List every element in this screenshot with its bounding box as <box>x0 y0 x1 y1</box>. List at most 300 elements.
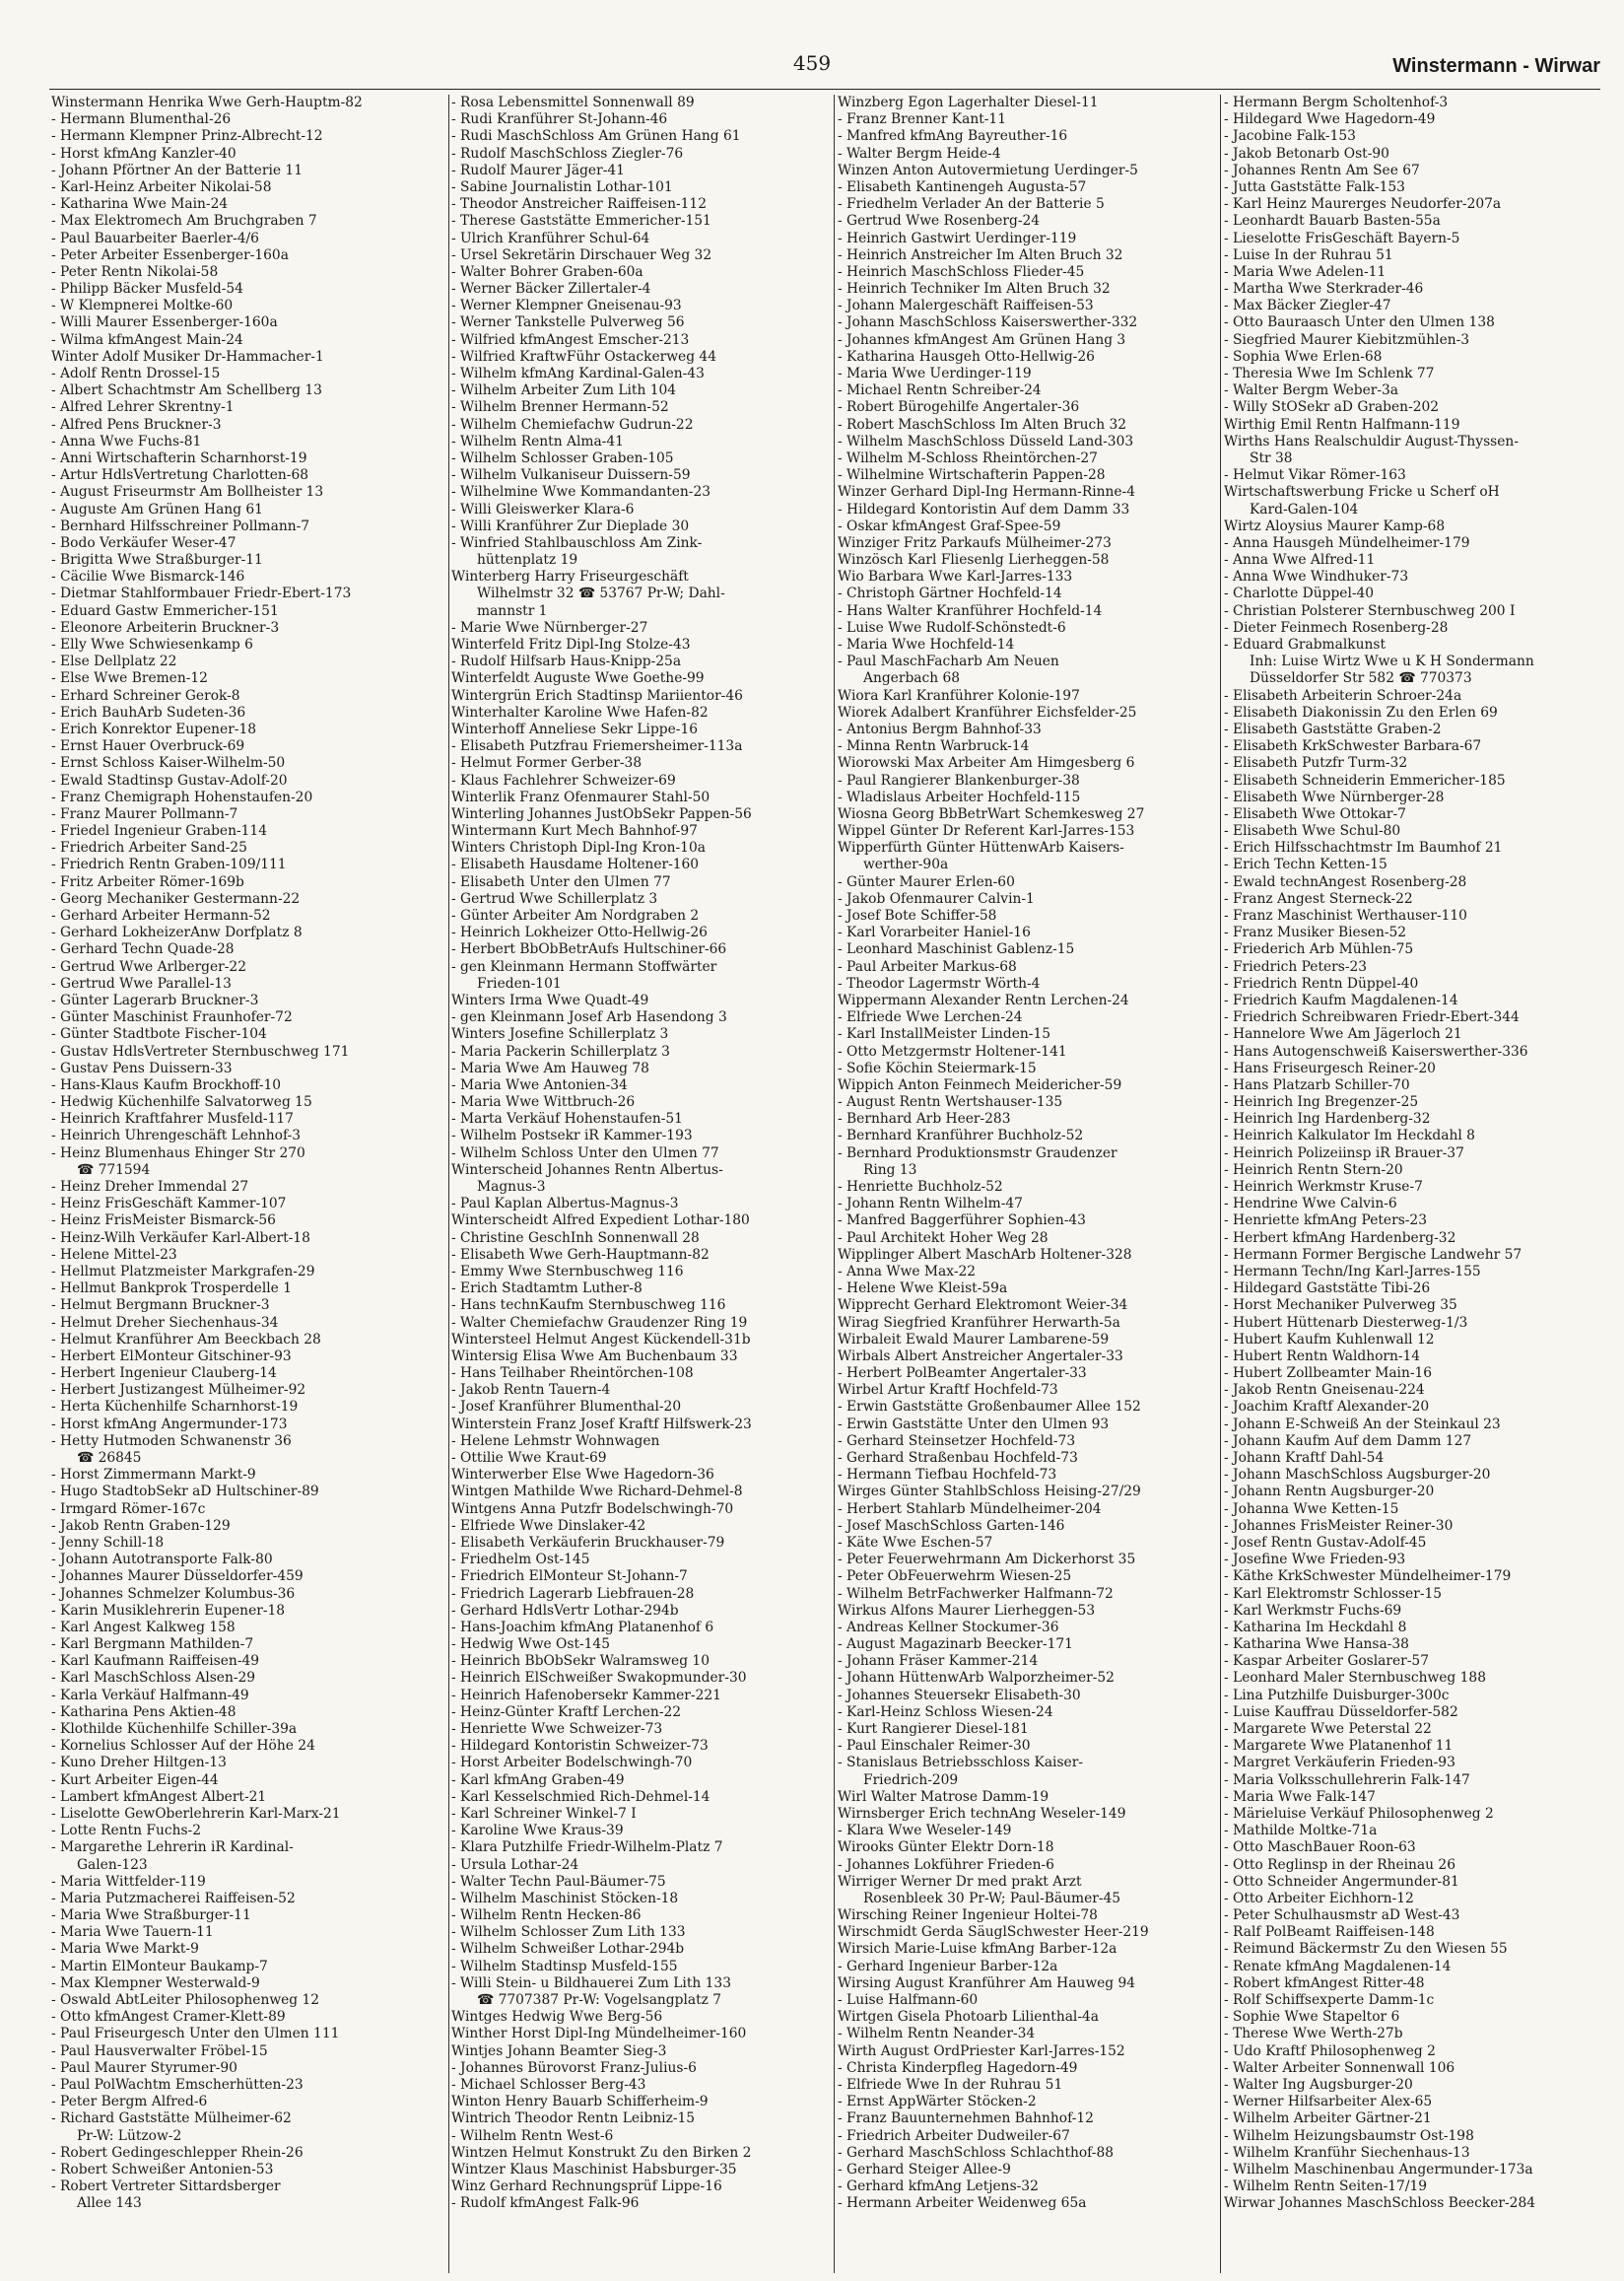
directory-entry: - Otto Schneider Angermunder-81 <box>1224 1873 1459 1890</box>
directory-entry: - Hermann Former Bergische Landwehr 57 <box>1224 1246 1522 1263</box>
directory-entry: - Cäcilie Wwe Bismarck-146 <box>51 569 245 586</box>
directory-entry: - Johann MaschSchloss Kaiserswerther-332 <box>838 314 1138 331</box>
directory-entry: Wirsching Reiner Ingenieur Holtei-78 <box>838 1907 1098 1924</box>
directory-entry: - Oskar kfmAngest Graf-Spee-59 <box>838 518 1061 534</box>
directory-entry: - Heinrich BbObSekr Walramsweg 10 <box>451 1653 710 1670</box>
directory-entry: - Klaus Fachlehrer Schweizer-69 <box>451 772 676 789</box>
directory-entry: - August Magazinarb Beecker-171 <box>838 1636 1073 1653</box>
column-4 <box>1224 95 1616 2273</box>
directory-entry: - Paul Arbeiter Markus-68 <box>838 958 1017 975</box>
directory-entry: - Herbert kfmAng Hardenberg-32 <box>1224 1229 1456 1246</box>
directory-entry: - Paul Rangierer Blankenburger-38 <box>838 772 1080 789</box>
directory-entry: Wirbel Artur Kraftf Hochfeld-73 <box>838 1382 1058 1399</box>
directory-entry: - Anna Wwe Max-22 <box>838 1263 977 1279</box>
directory-entry: - Hans Autogenschweiß Kaiserswerther-336 <box>1224 1043 1528 1060</box>
directory-entry: Winterling Johannes JustObSekr Pappen-56 <box>451 805 752 822</box>
directory-entry: Wiora Karl Kranführer Kolonie-197 <box>838 687 1080 704</box>
directory-entry: - Anna Hausgeh Mündelheimer-179 <box>1224 534 1470 551</box>
directory-entry: - Eleonore Arbeiterin Bruckner-3 <box>51 619 280 636</box>
directory-entry: - Hans Platzarb Schiller-70 <box>1224 1076 1410 1093</box>
directory-entry: - Ewald technAngest Rosenberg-28 <box>1224 873 1467 890</box>
directory-entry: - Franz Angest Sterneck-22 <box>1224 890 1413 907</box>
directory-entry: - Herbert Justizangest Mülheimer-92 <box>51 1382 306 1399</box>
directory-entry: - Hans Friseurgesch Reiner-20 <box>1224 1060 1436 1076</box>
directory-entry: - Heinrich Anstreicher Im Alten Bruch 32 <box>838 246 1123 263</box>
directory-entry: Wirsich Marie-Luise kfmAng Barber-12a <box>838 1941 1117 1958</box>
directory-entry: - Franz Maschinist Werthauser-110 <box>1224 908 1467 924</box>
directory-entry: - Heinrich ElSchweißer Swakopmunder-30 <box>451 1670 747 1687</box>
directory-entry: - Anna Wwe Windhuker-73 <box>1224 569 1409 586</box>
directory-entry: - Heinz FrisMeister Bismarck-56 <box>51 1212 276 1229</box>
directory-entry: - Käthe KrkSchwester Mündelheimer-179 <box>1224 1568 1512 1585</box>
directory-entry: - Paul Hausverwalter Fröbel-15 <box>51 2042 268 2059</box>
directory-entry: - Johann Rentn Wilhelm-47 <box>838 1196 1023 1212</box>
directory-entry: - Willi Gleiswerker Klara-6 <box>451 501 635 518</box>
directory-entry: Rosenbleek 30 Pr-W; Paul-Bäumer-45 <box>863 1890 1121 1906</box>
directory-entry: - Rudolf Maurer Jäger-41 <box>451 162 625 178</box>
directory-entry: Winstermann Henrika Wwe Gerh-Hauptm-82 <box>51 95 363 110</box>
directory-entry: - Gertrud Wwe Arlberger-22 <box>51 958 246 975</box>
directory-entry: - Elisabeth Hausdame Holtener-160 <box>451 857 700 873</box>
directory-entry: - Elisabeth Putzfrau Friemersheimer-113a <box>451 738 743 755</box>
directory-entry: - Johannes kfmAngest Am Grünen Hang 3 <box>838 331 1126 348</box>
directory-entry: - Hannelore Wwe Am Jägerloch 21 <box>1224 1026 1462 1043</box>
directory-entry: - Elisabeth Wwe Nürnberger-28 <box>1224 789 1445 805</box>
directory-entry: - Heinrich Gastwirt Uerdinger-119 <box>838 230 1077 246</box>
directory-entry: - Johann Kraftf Dahl-54 <box>1224 1450 1385 1466</box>
directory-entry: - Renate kfmAng Magdalenen-14 <box>1224 1958 1452 1974</box>
directory-entry: - Winfried Stahlbauschloss Am Zink- <box>451 534 703 551</box>
directory-entry: Winzberg Egon Lagerhalter Diesel-11 <box>838 95 1099 110</box>
directory-entry: - Helene Wwe Kleist-59a <box>838 1280 1008 1297</box>
directory-entry: - Paul Bauarbeiter Baerler-4/6 <box>51 230 259 246</box>
directory-entry: - Alfred Pens Bruckner-3 <box>51 416 222 433</box>
directory-entry: Inh: Luise Wirtz Wwe u K H Sondermann <box>1250 654 1534 670</box>
directory-entry: - Paul PolWachtm Emscherhütten-23 <box>51 2076 304 2093</box>
directory-entry: - Katharina Hausgeh Otto-Hellwig-26 <box>838 348 1095 365</box>
directory-entry: - Hans technKaufm Sternbuschweg 116 <box>451 1297 726 1314</box>
directory-entry: - Hedwig Küchenhilfe Salvatorweg 15 <box>51 1094 312 1111</box>
directory-entry: - Ernst AppWärter Stöcken-2 <box>838 2094 1037 2110</box>
directory-entry: - Minna Rentn Warbruck-14 <box>838 738 1030 755</box>
directory-entry: - Otto Arbeiter Eichhorn-12 <box>1224 1890 1414 1906</box>
directory-entry: - Wilhelm Rentn Neander-34 <box>838 2026 1036 2042</box>
directory-entry: - Rudolf Hilfsarb Haus-Knipp-25a <box>451 654 682 670</box>
directory-entry: - Willy StOSekr aD Graben-202 <box>1224 399 1440 416</box>
directory-entry: - Elisabeth Unter den Ulmen 77 <box>451 873 671 890</box>
directory-entry: Winterhoff Anneliese Sekr Lippe-16 <box>451 721 699 737</box>
directory-entry: Wirschmidt Gerda SäuglSchwester Heer-219 <box>838 1924 1149 1941</box>
directory-entry: - Charlotte Düppel-40 <box>1224 586 1375 602</box>
directory-entry: Wipprecht Gerhard Elektromont Weier-34 <box>838 1297 1128 1314</box>
column-1 <box>51 95 443 2273</box>
directory-entry: - Friederich Arb Mühlen-75 <box>1224 941 1414 958</box>
directory-entry: - Wilhelm kfmAng Kardinal-Galen-43 <box>451 366 705 381</box>
directory-entry: - Luise Kauffrau Düsseldorfer-582 <box>1224 1703 1458 1720</box>
directory-entry: - Leonhardt Bauarb Basten-55a <box>1224 213 1441 230</box>
directory-entry: - Hugo StadtobSekr aD Hultschiner-89 <box>51 1484 319 1500</box>
directory-entry: - Wilhelm Schloss Unter den Ulmen 77 <box>451 1144 719 1161</box>
directory-entry: - Bernhard Hilfsschreiner Pollmann-7 <box>51 518 310 534</box>
directory-entry: - Helmut Bergmann Bruckner-3 <box>51 1297 270 1314</box>
directory-entry: - Luise In der Ruhrau 51 <box>1224 246 1393 263</box>
directory-entry: - Franz Brenner Kant-11 <box>838 111 1006 128</box>
directory-entry: - Karl Elektromstr Schlosser-15 <box>1224 1585 1443 1602</box>
directory-entry: - Karl InstallMeister Linden-15 <box>838 1026 1051 1043</box>
directory-entry: - Wilhelm Schlosser Graben-105 <box>451 449 674 466</box>
directory-entry: - Robert Gedingeschlepper Rhein-26 <box>51 2144 304 2161</box>
directory-entry: - Margarete Wwe Platanenhof 11 <box>1224 1738 1454 1755</box>
directory-entry: - Johann HüttenwArb Walporzheimer-52 <box>838 1670 1115 1687</box>
directory-entry: - Elisabeth Gaststätte Graben-2 <box>1224 721 1442 737</box>
directory-entry: - Maria Packerin Schillerplatz 3 <box>451 1043 670 1060</box>
directory-entry: Winzer Gerhard Dipl-Ing Hermann-Rinne-4 <box>838 484 1136 501</box>
directory-entry: ☎ 26845 <box>77 1450 142 1466</box>
directory-entry: - August Rentn Wertshauser-135 <box>838 1094 1063 1111</box>
directory-entry: hüttenplatz 19 <box>477 552 578 569</box>
directory-entry: Wintges Hedwig Wwe Berg-56 <box>451 2009 663 2026</box>
directory-entry: - Katharina Im Heckdahl 8 <box>1224 1619 1407 1635</box>
directory-entry: - Erich Stadtamtm Luther-8 <box>451 1280 643 1297</box>
directory-entry: - Heinrich Polizeiinsp iR Brauer-37 <box>1224 1144 1464 1161</box>
directory-entry: - Margret Verkäuferin Frieden-93 <box>1224 1755 1455 1771</box>
directory-entry: - Robert Bürogehilfe Angertaler-36 <box>838 399 1080 416</box>
directory-entry: - Ursel Sekretärin Dirschauer Weg 32 <box>451 246 712 263</box>
directory-entry: - Paul Maurer Styrumer-90 <box>51 2059 237 2076</box>
directory-entry: - Ursula Lothar-24 <box>451 1856 579 1873</box>
directory-entry: - Eduard Gastw Emmericher-151 <box>51 602 279 619</box>
directory-entry: - Johann Fräser Kammer-214 <box>838 1653 1039 1670</box>
directory-entry: - Lieselotte FrisGeschäft Bayern-5 <box>1224 230 1460 246</box>
directory-entry: - Willi Stein- u Bildhauerei Zum Lith 133 <box>451 1974 731 1991</box>
directory-entry: - Jakob Rentn Tauern-4 <box>451 1382 611 1399</box>
directory-entry: - Otto Reglinsp in der Rheinau 26 <box>1224 1856 1455 1873</box>
directory-entry: - Christa Kinderpfleg Hagedorn-49 <box>838 2059 1078 2076</box>
directory-entry: - Elfriede Wwe Dinslaker-42 <box>451 1517 646 1534</box>
directory-entry: - Kurt Rangierer Diesel-181 <box>838 1721 1029 1737</box>
directory-entry: - Katharina Wwe Main-24 <box>51 196 229 213</box>
directory-entry: - Jacobine Falk-153 <box>1224 128 1356 145</box>
directory-entry: werther-90a <box>863 857 949 873</box>
directory-entry: - Elisabeth Arbeiterin Schroer-24a <box>1224 687 1462 704</box>
directory-entry: - Wilhelm Rentn Seiten-17/19 <box>1224 2178 1428 2195</box>
directory-entry: - Johanna Wwe Ketten-15 <box>1224 1500 1399 1517</box>
directory-entry: - Herbert PolBeamter Angertaler-33 <box>838 1365 1087 1382</box>
directory-entry: - Heinrich Kalkulator Im Heckdahl 8 <box>1224 1128 1475 1144</box>
directory-entry: - August Friseurmstr Am Bollheister 13 <box>51 484 324 501</box>
directory-entry: - Friedrich Rentn Düppel-40 <box>1224 975 1419 992</box>
directory-entry: - Horst Arbeiter Bodelschwingh-70 <box>451 1755 693 1771</box>
directory-entry: Wirkus Alfons Maurer Lierheggen-53 <box>838 1602 1096 1619</box>
directory-entry: - Heinrich Werkmstr Kruse-7 <box>1224 1179 1423 1195</box>
directory-entry: Friedrich-209 <box>863 1771 959 1788</box>
directory-entry: - Werner Bäcker Zillertaler-4 <box>451 281 651 298</box>
directory-entry: - Richard Gaststätte Mülheimer-62 <box>51 2110 292 2127</box>
directory-entry: Magnus-3 <box>477 1179 546 1195</box>
directory-entry: - Johannes Steuersekr Elisabeth-30 <box>838 1687 1081 1703</box>
directory-entry: Wintzer Klaus Maschinist Habsburger-35 <box>451 2161 737 2177</box>
directory-entry: - Friedrich Rentn Graben-109/111 <box>51 857 287 873</box>
directory-entry: Wintersig Elisa Wwe Am Buchenbaum 33 <box>451 1348 738 1364</box>
directory-entry: - Sabine Journalistin Lothar-101 <box>451 178 673 195</box>
directory-entry: Wirbaleit Ewald Maurer Lambarene-59 <box>838 1331 1110 1348</box>
directory-entry: - Wilma kfmAngest Main-24 <box>51 331 243 348</box>
directory-entry: Wippel Günter Dr Referent Karl-Jarres-153 <box>838 823 1135 840</box>
directory-entry: - Christine GeschInh Sonnenwall 28 <box>451 1229 700 1246</box>
directory-entry: - Wilhelm Chemiefachw Gudrun-22 <box>451 416 694 433</box>
directory-entry: Wintrich Theodor Rentn Leibniz-15 <box>451 2110 696 2127</box>
directory-entry: Winzösch Karl Fliesenlg Lierheggen-58 <box>838 552 1110 569</box>
directory-entry: - Leonhard Maschinist Gablenz-15 <box>838 941 1075 958</box>
directory-entry: - Franz Maurer Pollmann-7 <box>51 805 238 822</box>
directory-entry: - Jakob Rentn Graben-129 <box>51 1517 231 1534</box>
directory-entry: - Stanislaus Betriebsschloss Kaiser- <box>838 1755 1083 1771</box>
directory-entry: - Theresia Wwe Im Schlenk 77 <box>1224 366 1435 381</box>
directory-entry: - Lotte Rentn Fuchs-2 <box>51 1823 202 1839</box>
directory-entry: - Gerhard Steinsetzer Hochfeld-73 <box>838 1432 1076 1449</box>
directory-entry: - Karla Verkäuf Halfmann-49 <box>51 1687 249 1703</box>
directory-entry: - Hermann Klempner Prinz-Albrecht-12 <box>51 128 323 145</box>
directory-entry: - Marta Verkäuf Hohenstaufen-51 <box>451 1111 683 1128</box>
directory-entry: Wirooks Günter Elektr Dorn-18 <box>838 1839 1054 1856</box>
directory-entry: - Rudi MaschSchloss Am Grünen Hang 61 <box>451 128 741 145</box>
directory-entry: - Joachim Kraftf Alexander-20 <box>1224 1399 1430 1416</box>
directory-entry: - Albert Schachtmstr Am Schellberg 13 <box>51 382 322 399</box>
column-divider <box>1220 95 1221 2273</box>
directory-entry: - Johann Pförtner An der Batterie 11 <box>51 162 303 178</box>
directory-entry: Wintersteel Helmut Angest Kückendell-31b <box>451 1331 751 1348</box>
directory-entry: - Elfriede Wwe In der Ruhrau 51 <box>838 2076 1063 2093</box>
directory-entry: - Hans-Klaus Kaufm Brockhoff-10 <box>51 1076 282 1093</box>
directory-entry: Wirges Günter StahlbSchloss Heising-27/29 <box>838 1484 1141 1500</box>
directory-entry: - Hermann Tiefbau Hochfeld-73 <box>838 1467 1057 1484</box>
directory-entry: - Heinrich Ing Bregenzer-25 <box>1224 1094 1419 1111</box>
directory-entry: Wirthig Emil Rentn Halfmann-119 <box>1224 416 1460 433</box>
directory-entry: - Paul Kaplan Albertus-Magnus-3 <box>451 1196 679 1212</box>
directory-entry: - Auguste Am Grünen Hang 61 <box>51 501 263 518</box>
directory-entry: - Karl-Heinz Schloss Wiesen-24 <box>838 1703 1053 1720</box>
directory-entry: - Artur HdlsVertretung Charlotten-68 <box>51 467 309 484</box>
directory-entry: - Hermann Techn/Ing Karl-Jarres-155 <box>1224 1263 1481 1279</box>
directory-entry: Galen-123 <box>77 1856 148 1873</box>
directory-entry: - Hildegard Gaststätte Tibi-26 <box>1224 1280 1431 1297</box>
directory-entry: - Johannes Rentn Am See 67 <box>1224 162 1420 178</box>
directory-entry: - Leonhard Maler Sternbuschweg 188 <box>1224 1670 1486 1687</box>
directory-entry: Wiorek Adalbert Kranführer Eichsfelder-25 <box>838 704 1137 721</box>
directory-entry: - Käte Wwe Eschen-57 <box>838 1534 993 1551</box>
directory-entry: - Wilhelm Maschinenbau Angermunder-173a <box>1224 2161 1533 2177</box>
directory-entry: - Georg Mechaniker Gestermann-22 <box>51 890 301 907</box>
directory-entry: - Herta Küchenhilfe Scharnhorst-19 <box>51 1399 299 1416</box>
directory-entry: - Peter Bergm Alfred-6 <box>51 2094 208 2110</box>
directory-entry: - Herbert Stahlarb Mündelheimer-204 <box>838 1500 1102 1517</box>
directory-entry: - Karl Angest Kalkweg 158 <box>51 1619 236 1635</box>
directory-entry: Wirths Hans Realschuldir August-Thyssen- <box>1224 433 1519 449</box>
directory-entry: - Manfred kfmAng Bayreuther-16 <box>838 128 1068 145</box>
directory-entry: Winterwerber Else Wwe Hagedorn-36 <box>451 1467 714 1484</box>
directory-entry: - Jutta Gaststätte Falk-153 <box>1224 178 1405 195</box>
directory-entry: Winterberg Harry Friseurgeschäft <box>451 569 689 586</box>
directory-entry: - Erich BauhArb Sudeten-36 <box>51 704 246 721</box>
directory-entry: - Maria Wwe Straßburger-11 <box>51 1907 251 1924</box>
directory-entry: - Maria Putzmacherei Raiffeisen-52 <box>51 1890 296 1906</box>
directory-entry: - Wilhelm Brenner Hermann-52 <box>451 399 669 416</box>
directory-entry: - gen Kleinmann Josef Arb Hasendong 3 <box>451 1009 727 1026</box>
directory-entry: - Karl Bergmann Mathilden-7 <box>51 1636 254 1653</box>
directory-entry: - Gerhard HdlsVertr Lothar-294b <box>451 1602 679 1619</box>
directory-entry: - Emmy Wwe Sternbuschweg 116 <box>451 1263 684 1279</box>
directory-entry: - Robert Vertreter Sittardsberger <box>51 2178 281 2195</box>
directory-entry: - Gerhard Steiger Allee-9 <box>838 2161 1011 2177</box>
directory-entry: - Paul Architekt Hoher Weg 28 <box>838 1229 1049 1246</box>
directory-entry: - Liselotte GewOberlehrerin Karl-Marx-21 <box>51 1805 341 1822</box>
directory-entry: - Wladislaus Arbeiter Hochfeld-115 <box>838 789 1081 805</box>
directory-entry: Wintzen Helmut Konstrukt Zu den Birken 2 <box>451 2144 752 2161</box>
directory-entry: - Wilhelm MaschSchloss Düsseld Land-303 <box>838 433 1134 449</box>
directory-entry: - Siegfried Maurer Kiebitzmühlen-3 <box>1224 331 1470 348</box>
directory-entry: - Johannes Maurer Düsseldorfer-459 <box>51 1568 304 1585</box>
directory-entry: - Johannes FrisMeister Reiner-30 <box>1224 1517 1454 1534</box>
directory-entry: - Reimund Bäckermstr Zu den Wiesen 55 <box>1224 1941 1508 1958</box>
directory-entry: - Karl Heinz Maurerges Neudorfer-207a <box>1224 196 1502 213</box>
directory-entry: - Sofie Köchin Steiermark-15 <box>838 1060 1037 1076</box>
directory-entry: - Johann Malergeschäft Raiffeisen-53 <box>838 298 1094 314</box>
directory-entry: - Hermann Blumenthal-26 <box>51 111 232 128</box>
directory-entry: - Hans-Joachim kfmAng Platanenhof 6 <box>451 1619 714 1635</box>
directory-entry: - Friedrich Kaufm Magdalenen-14 <box>1224 992 1458 1008</box>
directory-entry: - Robert Schweißer Antonien-53 <box>51 2161 274 2177</box>
directory-entry: - Karl Werkmstr Fuchs-69 <box>1224 1602 1402 1619</box>
directory-entry: Wiosna Georg BbBetrWart Schemkesweg 27 <box>838 805 1145 822</box>
directory-entry: - Kaspar Arbeiter Goslarer-57 <box>1224 1653 1429 1670</box>
directory-entry: - Gerhard kfmAng Letjens-32 <box>838 2178 1039 2195</box>
directory-entry: - Heinz FrisGeschäft Kammer-107 <box>51 1196 287 1212</box>
directory-entry: - Heinrich MaschSchloss Flieder-45 <box>838 263 1085 280</box>
directory-entry: Winters Josefine Schillerplatz 3 <box>451 1026 669 1043</box>
directory-entry: - Luise Halfmann-60 <box>838 1992 979 2008</box>
directory-entry: - Luise Wwe Rudolf-Schönstedt-6 <box>838 619 1066 636</box>
directory-entry: - Johannes Lokführer Frieden-6 <box>838 1856 1054 1873</box>
directory-entry: - Jakob Rentn Gneisenau-224 <box>1224 1382 1425 1399</box>
directory-entry: - Alfred Lehrer Skrentny-1 <box>51 399 235 416</box>
directory-entry: - Brigitta Wwe Straßburger-11 <box>51 552 263 569</box>
directory-entry: - Wilhelm Arbeiter Gärtner-21 <box>1224 2110 1432 2127</box>
directory-entry: - Peter ObFeuerwehrm Wiesen-25 <box>838 1568 1072 1585</box>
directory-entry: Wirtschaftswerbung Fricke u Scherf oH <box>1224 484 1500 501</box>
directory-entry: - Fritz Arbeiter Römer-169b <box>51 873 244 890</box>
directory-entry: - Lina Putzhilfe Duisburger-300c <box>1224 1687 1450 1703</box>
directory-entry: - Wilhelm Schweißer Lothar-294b <box>451 1941 685 1958</box>
directory-entry: - Heinrich Kraftfahrer Musfeld-117 <box>51 1111 294 1128</box>
directory-entry: - Johannes Bürovorst Franz-Julius-6 <box>451 2059 697 2076</box>
directory-entry: - Theodor Anstreicher Raiffeisen-112 <box>451 196 707 213</box>
directory-entry: - Therese Gaststätte Emmericher-151 <box>451 213 711 230</box>
directory-entry: - Hendrine Wwe Calvin-6 <box>1224 1196 1397 1212</box>
directory-entry: - Margarethe Lehrerin iR Kardinal- <box>51 1839 294 1856</box>
directory-entry: - Robert MaschSchloss Im Alten Bruch 32 <box>838 416 1127 433</box>
directory-entry: - Ralf PolBeamt Raiffeisen-148 <box>1224 1924 1435 1941</box>
directory-entry: - Maria Wwe Adelen-11 <box>1224 263 1387 280</box>
directory-entry: - Martin ElMonteur Baukamp-7 <box>51 1958 268 1974</box>
directory-entry: - Maria Wwe Wittbruch-26 <box>451 1094 636 1111</box>
directory-entry: ☎ 7707387 Pr-W: Vogelsangplatz 7 <box>477 1992 722 2008</box>
directory-entry: Angerbach 68 <box>863 670 961 687</box>
directory-entry: - Elly Wwe Schwiesenkamp 6 <box>51 637 253 653</box>
directory-entry: - Franz Musiker Biesen-52 <box>1224 925 1407 941</box>
directory-entry: Wintgens Anna Putzfr Bodelschwingh-70 <box>451 1500 734 1517</box>
directory-entry: - Elisabeth Schneiderin Emmericher-185 <box>1224 772 1506 789</box>
directory-entry: - Wilhelm Rentn Hecken-86 <box>451 1907 642 1924</box>
directory-entry: - Elisabeth Wwe Gerh-Hauptmann-82 <box>451 1246 710 1263</box>
directory-entry: - Horst Zimmermann Markt-9 <box>51 1467 256 1484</box>
directory-entry: - Wilfried KraftwFühr Ostackerweg 44 <box>451 348 716 365</box>
header-rule <box>49 89 1600 90</box>
directory-entry: - Rolf Schiffsexperte Damm-1c <box>1224 1992 1435 2008</box>
directory-entry: - Helmut Kranführer Am Beeckbach 28 <box>51 1331 321 1348</box>
directory-entry: - Sophia Wwe Erlen-68 <box>1224 348 1383 365</box>
directory-entry: - Max Bäcker Ziegler-47 <box>1224 298 1391 314</box>
directory-entry: - Klothilde Küchenhilfe Schiller-39a <box>51 1721 298 1737</box>
directory-entry: - Elisabeth Diakonissin Zu den Erlen 69 <box>1224 704 1498 721</box>
directory-entry: - Jakob Betonarb Ost-90 <box>1224 145 1389 162</box>
directory-entry: - Bodo Verkäufer Weser-47 <box>51 534 237 551</box>
directory-entry: - Oswald AbtLeiter Philosophenweg 12 <box>51 1992 320 2008</box>
column-divider <box>448 95 449 2273</box>
directory-entry: - Karl Kesselschmied Rich-Dehmel-14 <box>451 1788 710 1805</box>
directory-entry: - Erich Konrektor Eupener-18 <box>51 721 257 737</box>
directory-entry: - Karoline Wwe Kraus-39 <box>451 1823 624 1839</box>
directory-entry: - Hildegard Wwe Hagedorn-49 <box>1224 111 1436 128</box>
directory-entry: - Rudolf kfmAngest Falk-96 <box>451 2195 640 2212</box>
directory-entry: - Wilfried kfmAngest Emscher-213 <box>451 331 690 348</box>
directory-entry: - Wilhelm Maschinist Stöcken-18 <box>451 1890 679 1906</box>
directory-entry: - Max Klempner Westerwald-9 <box>51 1974 260 1991</box>
directory-entry: Winter Adolf Musiker Dr-Hammacher-1 <box>51 348 324 365</box>
directory-entry: - Maria Volksschullehrerin Falk-147 <box>1224 1771 1470 1788</box>
directory-entry: - Josef Bote Schiffer-58 <box>838 908 997 924</box>
page-number: 459 <box>792 51 832 75</box>
directory-entry: ☎ 771594 <box>77 1161 151 1178</box>
directory-entry: - Günter Maschinist Fraunhofer-72 <box>51 1009 293 1026</box>
directory-entry: Wippermann Alexander Rentn Lerchen-24 <box>838 992 1129 1008</box>
directory-entry: - Robert kfmAngest Ritter-48 <box>1224 1974 1425 1991</box>
directory-entry: - Gustav Pens Duissern-33 <box>51 1060 233 1076</box>
directory-entry: Kard-Galen-104 <box>1250 501 1359 518</box>
directory-entry: - Wilhelm Rentn Alma-41 <box>451 433 624 449</box>
directory-entry: Winterhalter Karoline Wwe Hafen-82 <box>451 704 709 721</box>
directory-entry: Allee 143 <box>77 2195 142 2212</box>
directory-entry: - Walter Bergm Weber-3a <box>1224 382 1399 399</box>
directory-entry: - Erich Hilfsschachtmstr Im Baumhof 21 <box>1224 840 1503 857</box>
directory-entry: - Erhard Schreiner Gerok-8 <box>51 687 240 704</box>
directory-entry: - W Klempnerei Moltke-60 <box>51 298 234 314</box>
directory-entry: - Margarete Wwe Peterstal 22 <box>1224 1721 1432 1737</box>
directory-entry: - Hetty Hutmoden Schwanenstr 36 <box>51 1432 292 1449</box>
directory-entry: - Johann Kaufm Auf dem Damm 127 <box>1224 1432 1472 1449</box>
directory-entry: - Dietmar Stahlformbauer Friedr-Ebert-173 <box>51 586 352 602</box>
directory-entry: - Günter Arbeiter Am Nordgraben 2 <box>451 908 700 924</box>
directory-entry: - Adolf Rentn Drossel-15 <box>51 366 221 381</box>
directory-entry: - Herbert BbObBetrAufs Hultschiner-66 <box>451 941 727 958</box>
directory-entry: - Heinz-Günter Kraftf Lerchen-22 <box>451 1703 682 1720</box>
directory-entry: - Kornelius Schlosser Auf der Höhe 24 <box>51 1738 315 1755</box>
directory-entry: Winterscheid Johannes Rentn Albertus- <box>451 1161 723 1178</box>
directory-entry: - Günter Stadtbote Fischer-104 <box>51 1026 267 1043</box>
directory-entry: - Günter Maurer Erlen-60 <box>838 873 1015 890</box>
directory-entry: - Elisabeth KrkSchwester Barbara-67 <box>1224 738 1482 755</box>
directory-entry: - Hubert Hüttenarb Diesterweg-1/3 <box>1224 1314 1468 1331</box>
directory-entry: - Karl Kaufmann Raiffeisen-49 <box>51 1653 260 1670</box>
